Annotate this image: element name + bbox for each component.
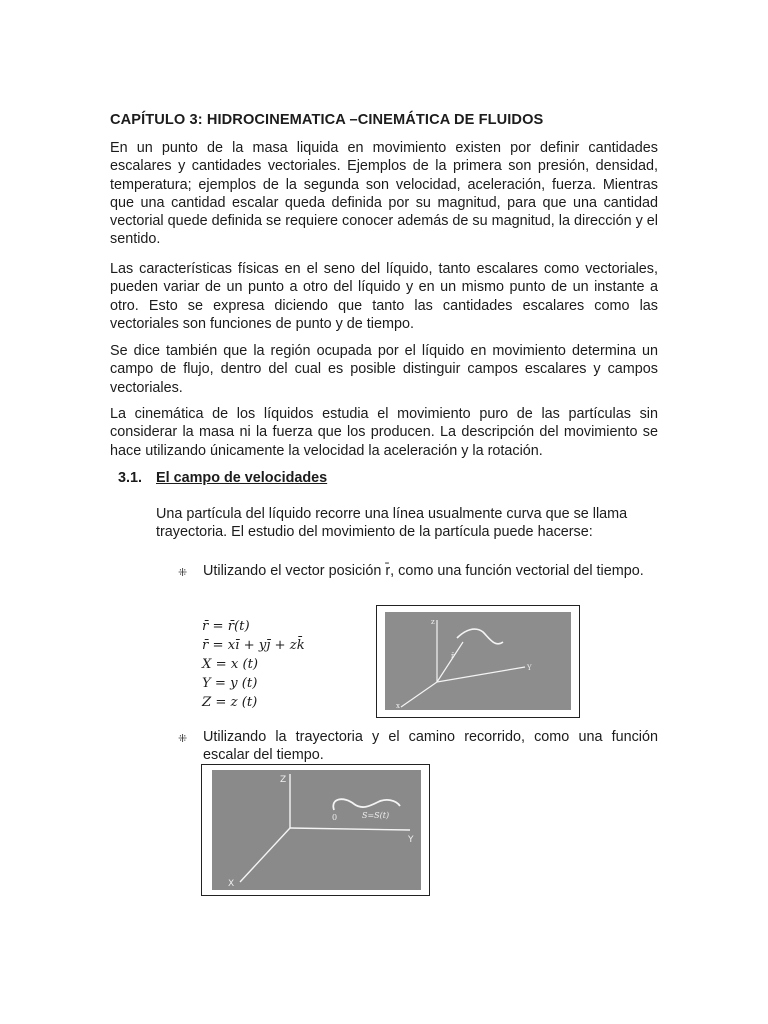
bullet-1-text: Utilizando el vector posición r̄, como una función vectorial del tiempo. [203, 563, 644, 579]
section-heading [118, 470, 327, 486]
paragraph-3: Se dice también que la región ocupada por el líquido en movimiento determina un campo de flujo, dentro del cual es posible distinguir campos escalares y campos vectoriales. [110, 343, 658, 396]
trajectory-figure [201, 764, 430, 896]
fig1-y-label: Y [527, 664, 532, 672]
paragraph-1: En un punto de la masa liquida en movimiento existen por definir cantidades escalares y cantidades vectoriales. Ejemplos de la primera son presión, densidad, temperatura; ejemplos de la segunda son velocidad, aceleración, fuerza. Mientras que una cantidad escalar queda definida por su magnitud, para que una cantidad vectorial quede definida se requiere conocer además de su magnitud, la dirección y el sentido. [110, 140, 658, 248]
fig2-origin-label: 0 [332, 813, 338, 822]
section-intro: Una partícula del líquido recorre una línea usualmente curva que se llama trayectoria. El estudio del movimiento de la partícula puede hacerse: [156, 506, 628, 541]
section-title: El campo de velocidades [156, 470, 328, 486]
position-vector-figure [376, 605, 580, 718]
trajectory-photo [212, 770, 421, 890]
paragraph-4: La cinemática de los líquidos estudia el movimiento puro de las partículas sin considerar la masa ni la fuerza que los producen. La descripción del movimiento se hace utilizando únicamente la velocidad la aceleración y la rotación. [110, 406, 658, 459]
fig2-y-label: Y [408, 835, 414, 845]
fig1-r-label: r̄ [451, 652, 455, 660]
equation-2: r̄ = xī + yj̄ + zk̄ [202, 638, 305, 654]
equation-4: Y = y (t) [202, 676, 258, 692]
chapter-title: CAPÍTULO 3: HIDROCINEMATICA –CINEMÁTICA DE FLUIDOS [110, 112, 544, 128]
fig2-curve-label: S=S(t) [362, 811, 390, 820]
position-equations [202, 617, 372, 712]
bullet-icon: ⁜ [178, 567, 188, 579]
equation-5: Z = z (t) [202, 695, 258, 711]
bullet-2-text: Utilizando la trayectoria y el camino recorrido, como una función escalar del tiempo. [203, 729, 658, 764]
position-vector-photo [385, 612, 571, 710]
equation-1: r̄ = r̄(t) [202, 619, 250, 634]
equation-3: X = x (t) [202, 657, 259, 673]
fig2-x-label: X [228, 879, 235, 889]
section-number: 3.1. [118, 470, 143, 486]
paragraph-2: Las características físicas en el seno del líquido, tanto escalares como vectoriales, pueden variar de un punto a otro del líquido y en un mismo punto de un instante a otro. Esto se expresa diciendo que tanto las cantidades escalares como las vectoriales son funciones de punto y de tiempo. [110, 261, 658, 332]
fig2-z-label: Z [280, 775, 287, 785]
fig1-x-label: x [396, 702, 400, 710]
bullet-icon: ⁜ [178, 733, 188, 745]
fig1-z-label: z [431, 618, 435, 626]
